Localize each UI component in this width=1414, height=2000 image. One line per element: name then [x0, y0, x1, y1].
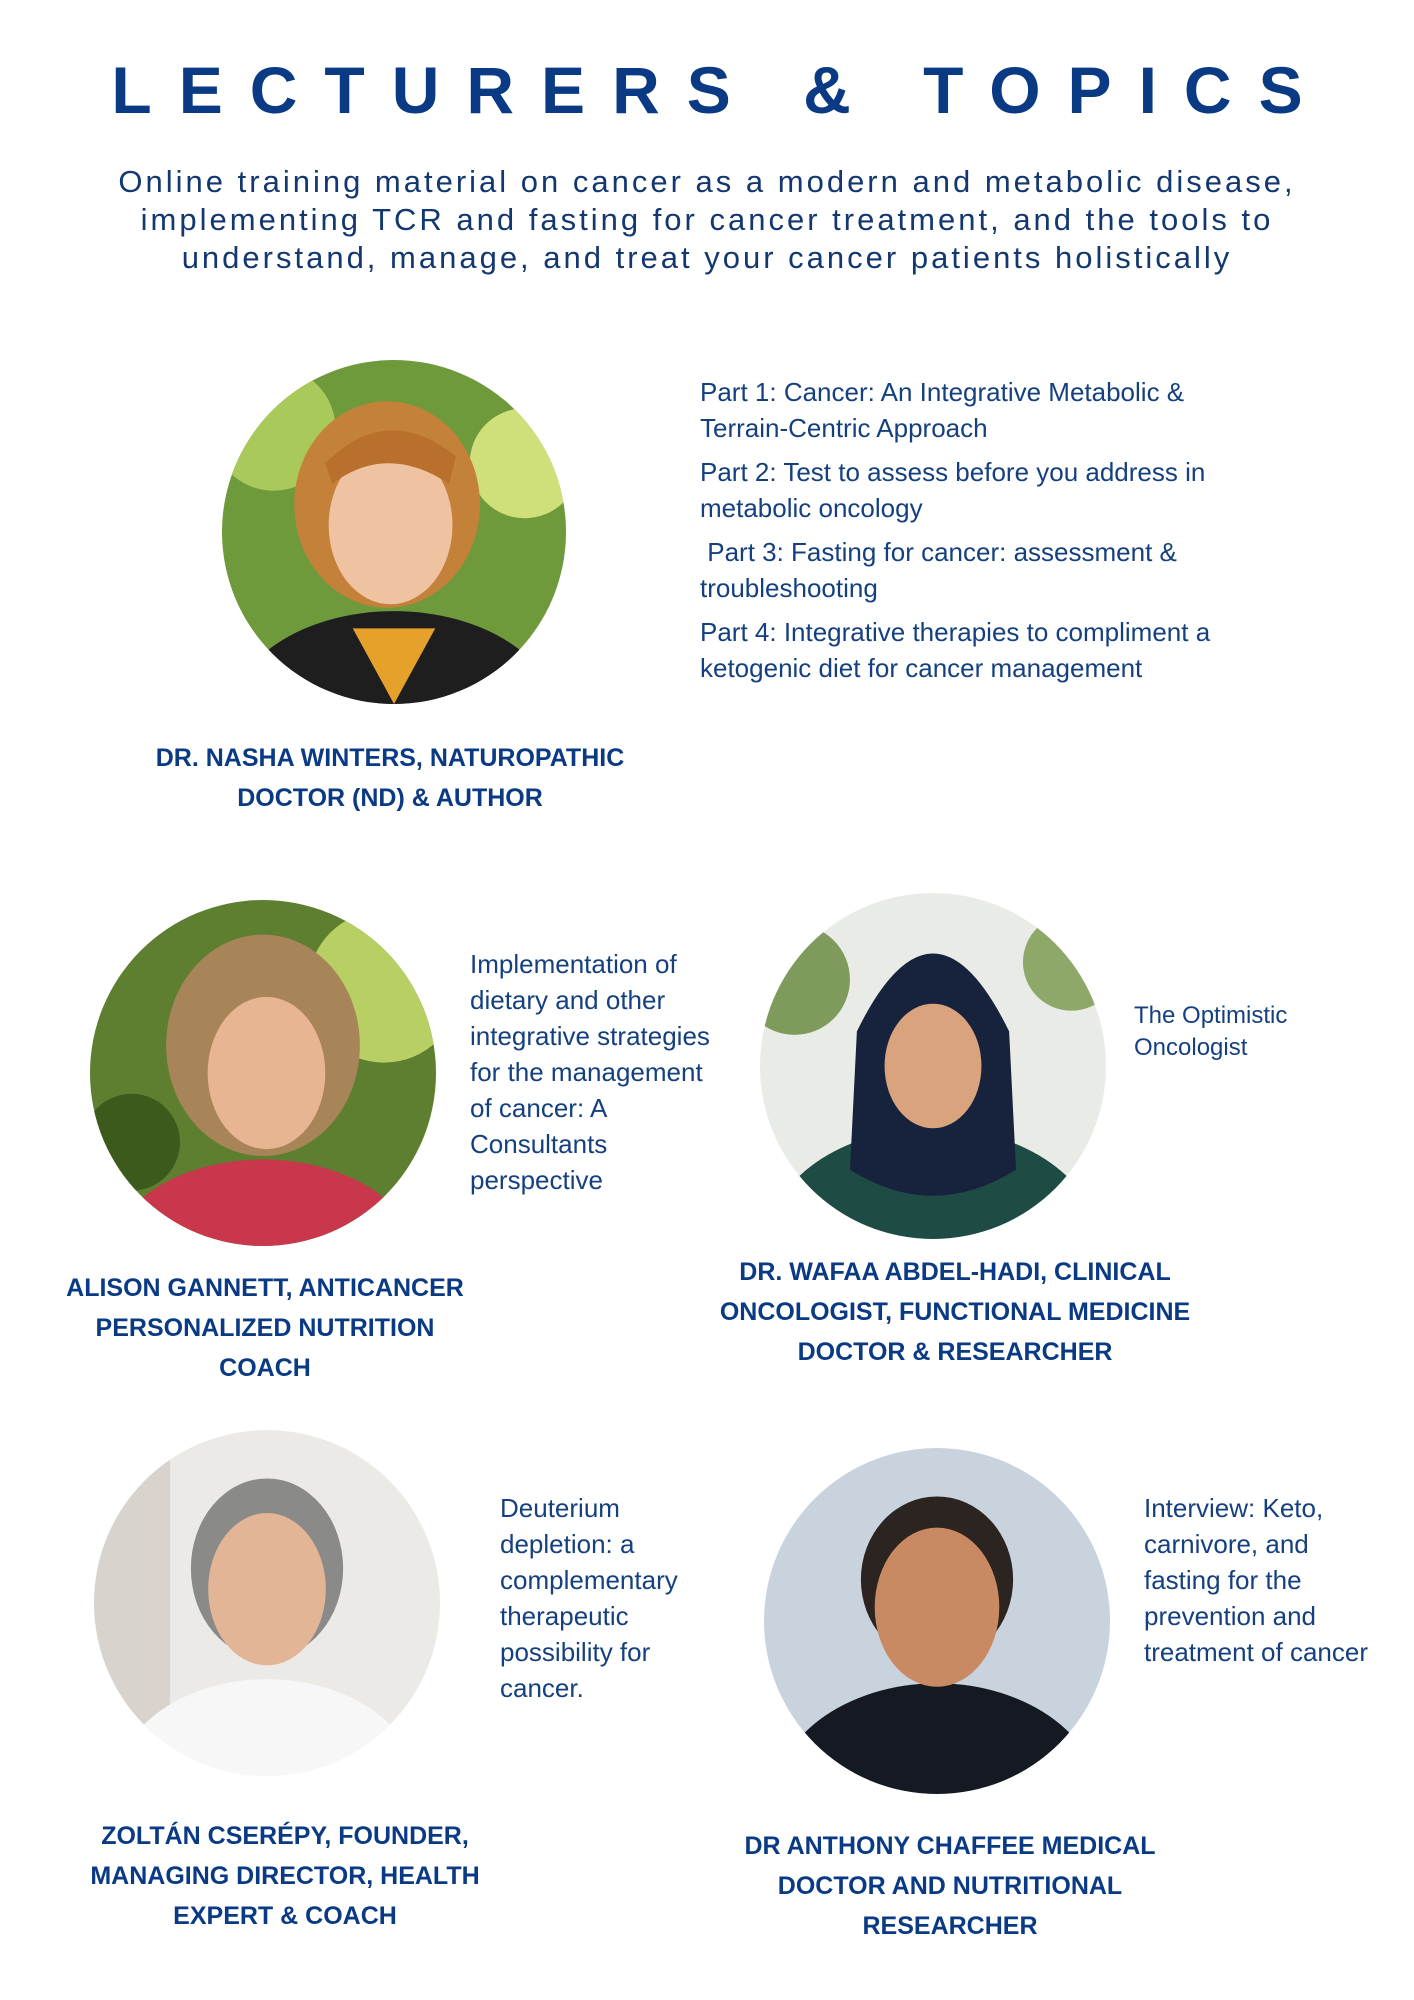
page-title: LECTURERS & TOPICS	[111, 53, 1330, 127]
lecturer-5-topic: Interview: Keto, carnivore, and fasting for the prevention and treatment of cancer	[1144, 1493, 1368, 1667]
lecturer-4-name: ZOLTÁN CSERÉPY, FOUNDER, MANAGING DIRECTOR, HEALTH EXPERT & COACH	[90, 1822, 480, 1930]
page-subtitle: Online training material on cancer as a modern and metabolic disease, implementing TCR and fasting for cancer treatment, and the tools to understand, manage, and treat your cancer patients holistically	[118, 164, 1296, 275]
lecturer-3-topic: The Optimistic Oncologist	[1134, 1002, 1288, 1061]
lecturer-4-photo	[94, 1430, 440, 1776]
lecturer-1-topics	[700, 374, 1260, 686]
lecturer-1-name: DR. NASHA WINTERS, NATUROPATHIC DOCTOR (ND) & AUTHOR	[155, 744, 625, 812]
lecturer-4-topic: Deuterium depletion: a complementary therapeutic possibility for cancer.	[500, 1493, 678, 1703]
topic-part-1: Part 1: Cancer: An Integrative Metabolic & Terrain-Centric Approach	[700, 377, 1185, 443]
lecturer-2-name: ALISON GANNETT, ANTICANCER PERSONALIZED NUTRITION COACH	[66, 1274, 464, 1382]
lecturer-5-name: DR ANTHONY CHAFFEE MEDICAL DOCTOR AND NUTRITIONAL RESEARCHER	[744, 1832, 1156, 1940]
lecturer-1-photo	[222, 360, 566, 704]
lecturer-2-photo	[90, 900, 436, 1246]
lecturer-5-photo	[764, 1448, 1110, 1794]
topic-part-3: Part 3: Fasting for cancer: assessment & troubleshooting	[700, 537, 1185, 603]
lecturer-3-name: DR. WAFAA ABDEL-HADI, CLINICAL ONCOLOGIST, FUNCTIONAL MEDICINE DOCTOR & RESEARCHER	[719, 1258, 1191, 1366]
lecturer-3-photo	[760, 893, 1106, 1239]
topic-part-2: Part 2: Test to assess before you address in metabolic oncology	[700, 457, 1206, 523]
topic-part-4: Part 4: Integrative therapies to compliment a ketogenic diet for cancer management	[700, 617, 1211, 683]
lecturer-2-topic: Implementation of dietary and other integrative strategies for the management of cancer: A Consultants perspective	[470, 949, 710, 1195]
